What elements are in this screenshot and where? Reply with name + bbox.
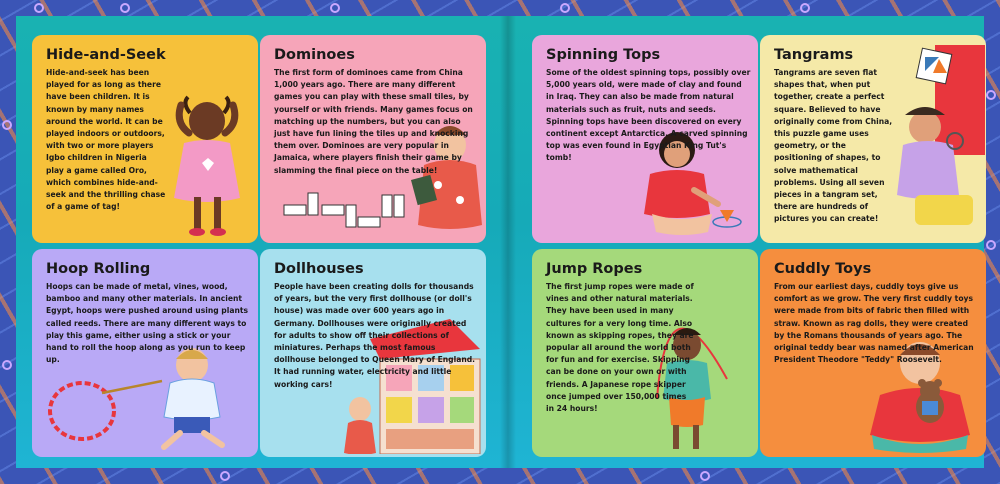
card-title: Jump Ropes <box>546 261 643 277</box>
card-title: Tangrams <box>774 47 854 63</box>
decorative-dot <box>120 3 130 13</box>
card-cuddly-toys <box>760 249 986 457</box>
decorative-dot <box>330 3 340 13</box>
card-text: Tangrams are seven flat shapes that, when put together, create a perfect square. Believed to have originally come from China, this puzzle game uses geometry, or the positioning of shapes, to solve mathematical problems. Using all seven pieces in a tangram set, there are hundreds of pictures you can create! <box>774 68 893 224</box>
decorative-dot <box>2 360 12 370</box>
card-title: Spinning Tops <box>546 47 661 63</box>
decorative-dot <box>700 471 710 481</box>
decorative-dot <box>2 120 12 130</box>
card-title: Hide-and-Seek <box>46 47 166 63</box>
card-text: The first form of dominoes came from China 1,000 years ago. There are many different games you can play with these small tiles, by yourself or with friends. Many games focus on matching up the numbers, but you can also just have fun lining the tiles up and knocking them over. Dominoes are very popular in Jamaica, where players finish their game by slamming the final piece on the table! <box>274 68 473 175</box>
card-text: People have been creating dolls for thousands of years, but the very first dollhouse (or doll's house) was made over 600 years ago in Germany. Dollhouses were originally created for adults to show off their collections of miniatures. Perhaps the most famous dollhouse belonged to Queen Mary of England. It had running water, electricity and little working cars! <box>274 282 476 389</box>
card-jump-ropes <box>532 249 758 457</box>
decorative-dot <box>220 471 230 481</box>
card-dollhouses <box>260 249 486 457</box>
book-spread <box>16 16 984 468</box>
card-title: Dominoes <box>274 47 355 63</box>
card-hoop-rolling <box>32 249 258 457</box>
card-dominoes <box>260 35 486 243</box>
card-text: Hide-and-seek has been played for as long as there have been children. It is known by many names around the world. It can be played indoors or outdoors, with two or more players Igbo children in Nigeria play a game called Oro, which combines hide-and-seek and the thrilling chase of a game of tag! <box>46 68 166 212</box>
domino-tiles-illustration <box>280 185 410 233</box>
decorative-dot <box>34 3 44 13</box>
hiding-child-illustration <box>162 93 252 238</box>
card-text: Hoops can be made of metal, vines, wood, bamboo and many other materials. In ancient Egypt, hoops were pushed around using plants called reeds. There are many different ways to play this game, either using a stick or your hand to roll the hoop along as you run to keep up. <box>46 282 249 365</box>
card-hide-and-seek <box>32 35 258 243</box>
card-text: From our earliest days, cuddly toys give us comfort as we grow. The very first cuddly toys were made from bits of fabric then filled with straw. Known as rag dolls, they were created by the Romans thousands of years ago. The original teddy bear was named after American President Theodore "Teddy" Roosevelt. <box>774 282 974 365</box>
card-text: The first jump ropes were made of vines and other natural materials. They have been used in many cultures for a very long time. Also known as skipping ropes, they are popular all around the world both for fun and for exercise. Skipping can be done on your own or with friends. A Japanese rope skipper once jumped over 150,000 times in 24 hours! <box>546 282 694 414</box>
card-title: Hoop Rolling <box>46 261 151 277</box>
book-gutter <box>500 16 516 468</box>
card-title: Cuddly Toys <box>774 261 872 277</box>
decorative-dot <box>986 240 996 250</box>
card-title: Dollhouses <box>274 261 364 277</box>
decorative-dot <box>800 3 810 13</box>
card-text: Some of the oldest spinning tops, possibly over 5,000 years old, were made of clay and found in Iraq. They can also be made from natural materials such as fruit, nuts and seeds. Spinning tops have been discovered on every continent except Antarctica. A carved spinning top was even found in Egyptian King Tut's tomb! <box>546 68 751 163</box>
card-spinning-tops <box>532 35 758 243</box>
decorative-dot <box>560 3 570 13</box>
decorative-dot <box>986 90 996 100</box>
tangram-puzzle-illustration <box>895 45 985 240</box>
card-tangrams <box>760 35 986 243</box>
